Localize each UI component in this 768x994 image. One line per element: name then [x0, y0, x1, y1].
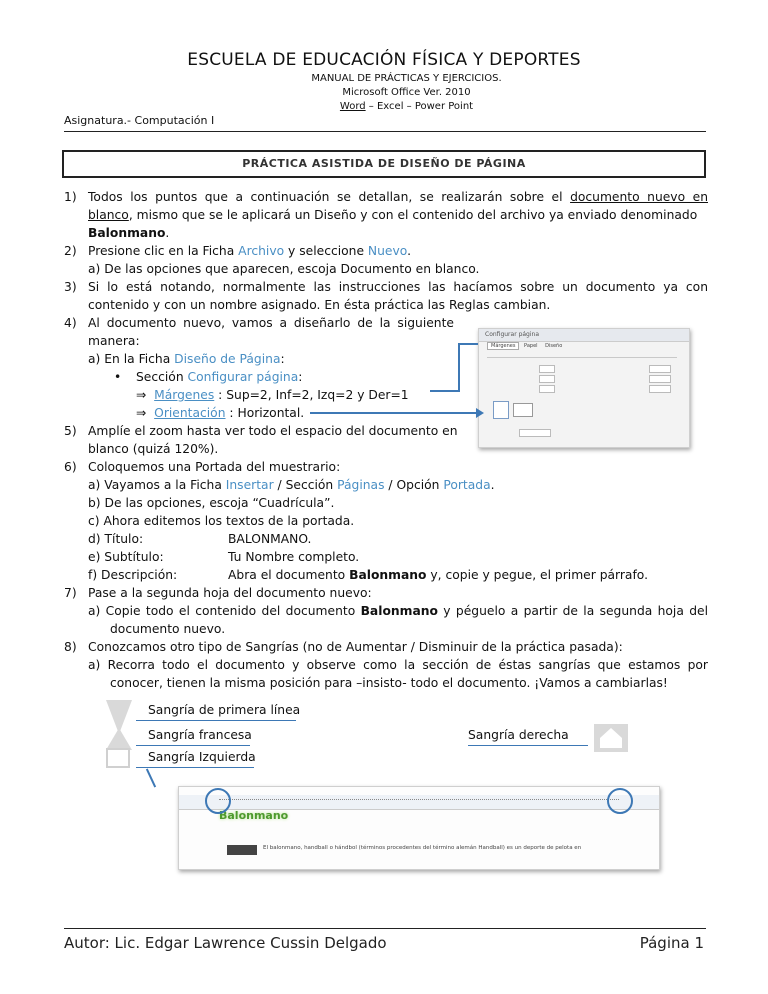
dialog-field — [649, 365, 671, 373]
item4-orientation: ⇒ Orientación : Horizontal. — [136, 406, 305, 420]
left-indent-icon — [106, 748, 130, 768]
item3-line2: contenido y con un nombre asignado. En ésta práctica las Reglas cambian. — [88, 298, 551, 312]
item6-sub-b: b) De las opciones, escoja “Cuadrícula”. — [88, 496, 335, 510]
item5-line1: Amplíe el zoom hasta ver todo el espacio del documento en — [88, 424, 458, 438]
arrow-line — [310, 412, 478, 414]
item-number: 3) — [64, 280, 77, 294]
item6-sub-c: c) Ahora editemos los textos de la portada. — [88, 514, 355, 528]
item-number: 2) — [64, 244, 77, 258]
landscape-icon — [513, 403, 533, 417]
portrait-icon — [493, 401, 509, 419]
item6-sub-f-label: f) Descripción: — [88, 568, 178, 582]
item4-line1: Al documento nuevo, vamos a diseñarlo de la siguiente — [88, 316, 454, 330]
page-setup-dialog-screenshot — [478, 328, 690, 448]
item4-line2: manera: — [88, 334, 140, 348]
item4-bullet: • — [114, 370, 122, 384]
dialog-field — [539, 365, 555, 373]
instructions-body — [64, 188, 708, 708]
dialog-tab-margins: Márgenes — [487, 342, 519, 350]
right-marker-highlight — [607, 788, 633, 814]
item2-sub-a: a) De las opciones que aparecen, escoja Documento en blanco. — [88, 262, 480, 276]
item6-sub-d-value: BALONMANO. — [228, 532, 312, 546]
subject-label: Asignatura.- Computación I — [64, 114, 215, 127]
dialog-divider — [487, 357, 677, 358]
office-version: Microsoft Office Ver. 2010 — [342, 87, 471, 98]
header-divider — [64, 131, 706, 132]
hanging-indent-icon — [106, 728, 132, 750]
item7-line1: Pase a la segunda hoja del documento nuevo: — [88, 586, 372, 600]
dialog-tabs — [487, 343, 565, 349]
label-underline — [468, 745, 588, 746]
dialog-field — [649, 375, 671, 383]
dialog-field — [539, 385, 555, 393]
footer-divider — [64, 928, 706, 929]
manual-title: MANUAL DE PRÁCTICAS Y EJERCICIOS. — [311, 73, 502, 84]
item8-line1: Conozcamos otro tipo de Sangrías (no de Aumentar / Disminuir de la práctica pasada): — [88, 640, 623, 654]
ruler-ticks — [219, 799, 619, 803]
item6-sub-e-value: Tu Nombre completo. — [228, 550, 360, 564]
item4-section: Sección Configurar página: — [136, 370, 303, 384]
arrow-head-icon — [476, 408, 484, 418]
right-indent-label: Sangría derecha — [468, 728, 569, 742]
item4-margins: ⇒ Márgenes : Sup=2, Inf=2, Izq=2 y Der=1 — [136, 388, 409, 402]
school-title: ESCUELA DE EDUCACIÓN FÍSICA Y DEPORTES — [187, 50, 581, 70]
footer-author: Autor: Lic. Edgar Lawrence Cussin Delgado — [64, 934, 387, 952]
item4-sub-a: a) En la Ficha Diseño de Página: — [88, 352, 285, 366]
item7-sub-a: a) Copie todo el contenido del documento Balonmano y péguelo a partir de la segunda hoja del — [88, 604, 709, 618]
first-line-indent-label: Sangría de primera línea — [148, 703, 301, 717]
item-number: 8) — [64, 640, 77, 654]
ruler-doc-title: Balonmano — [219, 809, 289, 822]
dialog-tab-paper: Papel — [524, 343, 538, 349]
dialog-title: Configurar página — [479, 329, 689, 342]
item8-sub-a: a) Recorra todo el documento y observe como la sección de éstas sangrías que estamos por — [88, 658, 708, 672]
item2-line1: Presione clic en la Ficha Archivo y seleccione Nuevo. — [88, 244, 411, 258]
arrow-line — [430, 390, 460, 392]
hanging-indent-label: Sangría francesa — [148, 728, 252, 742]
item6-sub-a: a) Vayamos a la Ficha Insertar / Sección Páginas / Opción Portada. — [88, 478, 495, 492]
apps-rest: – Excel – Power Point — [365, 101, 474, 112]
item-number: 1) — [64, 190, 77, 204]
item6-sub-e-label: e) Subtítulo: — [88, 550, 164, 564]
item-number: 7) — [64, 586, 77, 600]
arrow-line — [458, 343, 460, 391]
item1-line1: Todos los puntos que a continuación se detallan, se realizarán sobre el documento nuevo en — [88, 190, 708, 204]
item8-sub-a-cont: conocer, tienen la misma posición para –insisto- todo el documento. ¡Vamos a cambiarlas! — [110, 676, 668, 690]
footer-page: Página 1 — [639, 934, 704, 952]
left-indent-label: Sangría Izquierda — [148, 750, 256, 764]
dialog-field — [539, 375, 555, 383]
manual-subheader — [0, 72, 768, 114]
word-label: Word — [339, 101, 366, 112]
dialog-tab-layout: Diseño — [545, 343, 563, 349]
item6-sub-f-value: Abra el documento Balonmano y, copie y pegue, el primer párrafo. — [228, 568, 649, 582]
practice-title-box: PRÁCTICA ASISTIDA DE DISEÑO DE PÁGINA — [62, 150, 706, 178]
arrow-line — [146, 769, 156, 788]
dialog-field — [519, 429, 551, 437]
label-underline — [136, 720, 296, 721]
item7-sub-a-cont: documento nuevo. — [110, 622, 226, 636]
item6-sub-d-label: d) Título: — [88, 532, 144, 546]
item1-line2: blanco, mismo que se le aplicará un Diseño y con el contenido del archivo ya enviado denominado — [88, 208, 698, 222]
item3-line1: Si lo está notando, normalmente las instrucciones las hacíamos sobre un documento ya con — [88, 280, 708, 294]
left-marker-highlight — [205, 788, 231, 814]
item5-line2: blanco (quizá 120%). — [88, 442, 219, 456]
item1-line3: Balonmano. — [88, 226, 170, 240]
ruler-doc-image — [227, 845, 257, 855]
item-number: 6) — [64, 460, 77, 474]
item6-line1: Coloquemos una Portada del muestrario: — [88, 460, 341, 474]
label-underline — [136, 745, 250, 746]
ruler-doc-text: El balonmano, handball o hándbol (términos procedentes del término alemán Handball) es un deporte de pelota en — [263, 845, 582, 851]
label-underline — [136, 767, 254, 768]
apps-line — [45, 100, 768, 114]
item-number: 5) — [64, 424, 77, 438]
item-number: 4) — [64, 316, 77, 330]
dialog-field — [649, 385, 671, 393]
arrow-line — [458, 343, 478, 345]
ruler-screenshot — [178, 786, 660, 870]
